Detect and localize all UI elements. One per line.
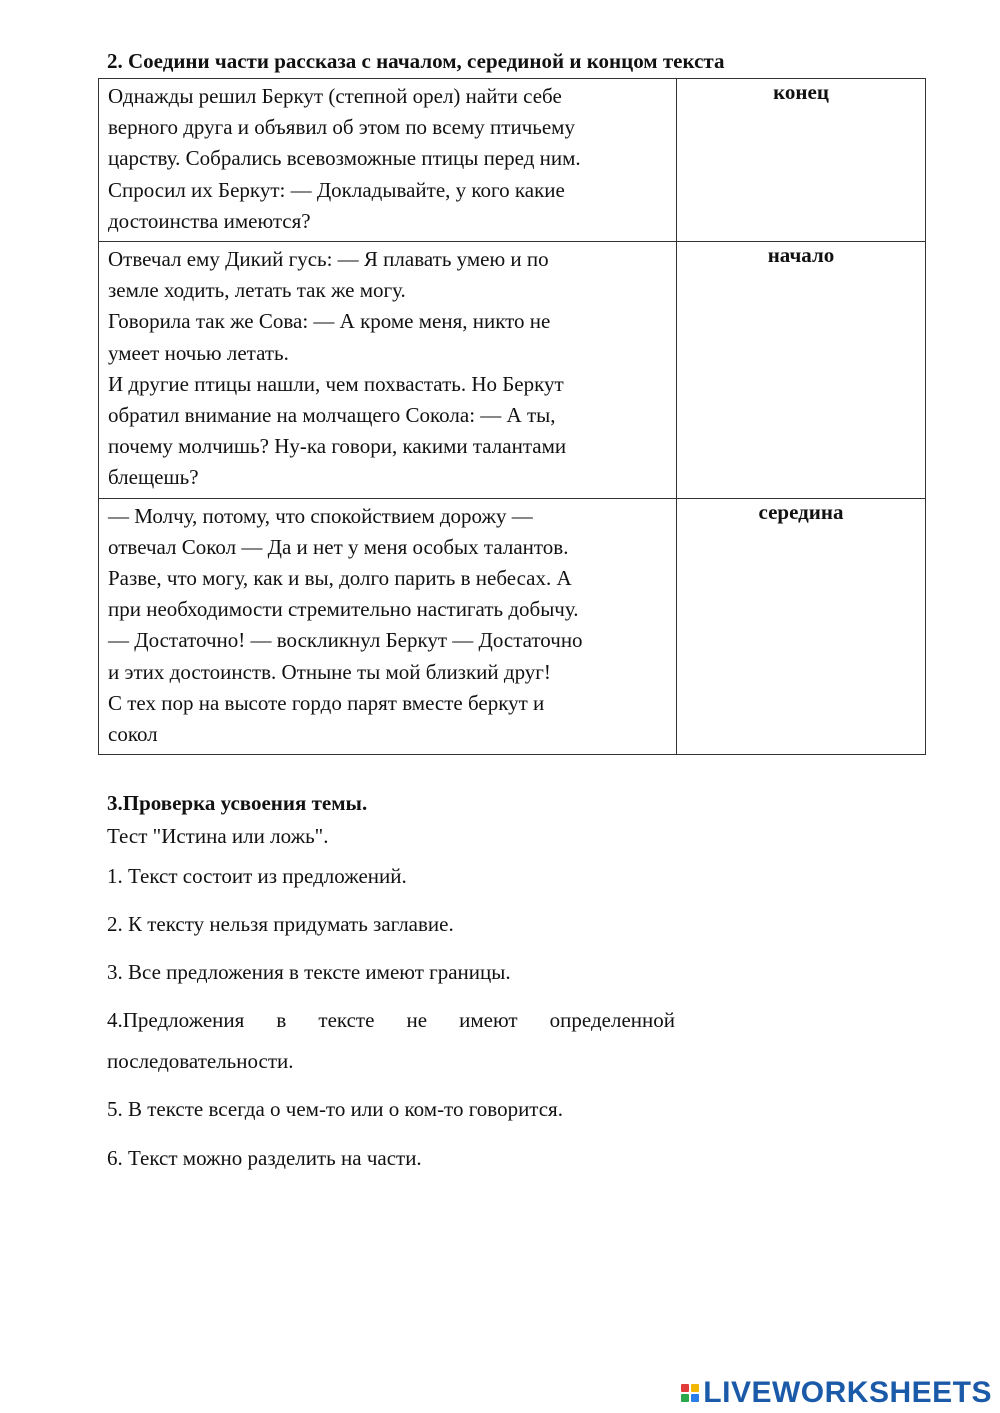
story-line: И другие птицы нашли, чем похвастать. Но Беркут [108,371,564,396]
story-text-cell [99,79,677,242]
test-statement-4-continued[interactable]: последовательности. [107,1049,294,1073]
story-line: при необходимости стремительно настигать добычу. [108,597,579,622]
task-3-title: 3.Проверка усвоения темы. [107,791,368,815]
story-parts-table [98,78,926,755]
story-line: и этих достоинств. Отныне ты мой близкий друг! [108,659,551,684]
test-subtitle: Тест "Истина или ложь". [107,824,329,848]
brand-text: LIVEWORKSHEETS [703,1376,992,1409]
test-statement-6[interactable]: 6. Текст можно разделить на части. [107,1146,422,1170]
test-statement-5[interactable]: 5. В тексте всегда о чем-то или о ком-то говорится. [107,1097,563,1121]
part-label-konets[interactable]: конец [677,79,926,242]
story-line: верного друга и объявил об этом по всему птичьему [108,115,575,140]
story-line: блещешь? [108,465,199,490]
task-2-title: 2. Соедини части рассказа с началом, серединой и концом текста [107,49,725,73]
test-statement-3[interactable]: 3. Все предложения в тексте имеют границы. [107,960,511,984]
story-line: умеет ночью летать. [108,340,289,365]
story-row [99,242,926,499]
story-line: — Молчу, потому, что спокойствием дорожу — [108,503,533,528]
story-line: С тех пор на высоте гордо парят вместе беркут и [108,690,545,715]
brand-grid-icon [681,1384,699,1402]
story-line: земле ходить, летать так же могу. [108,278,406,303]
story-text-cell [99,498,677,755]
story-line: обратил внимание на молчащего Сокола: — А ты, [108,403,556,428]
part-label-seredina[interactable]: середина [677,498,926,755]
story-line: Однажды решил Беркут (степной орел) найти себе [108,84,562,108]
story-line: почему молчишь? Ну-ка говори, какими талантами [108,434,567,459]
liveworksheets-logo [681,1376,992,1410]
story-line: Отвечал ему Дикий гусь: — Я плавать умею и по [108,247,549,272]
story-line: царству. Собрались всевозможные птицы перед ним. [108,146,581,171]
story-row [99,498,926,755]
test-statement-4[interactable]: 4.Предложения в тексте не имеют определенной [107,1008,675,1032]
story-line: сокол [108,722,158,747]
story-line: Разве, что могу, как и вы, долго парить в небесах. А [108,566,572,591]
story-line: отвечал Сокол — Да и нет у меня особых талантов. [108,534,569,559]
test-statement-1[interactable]: 1. Текст состоит из предложений. [107,864,407,888]
story-row [99,79,926,242]
story-line: Говорила так же Сова: — А кроме меня, никто не [108,309,551,334]
story-line: достоинства имеются? [108,208,311,233]
test-statement-2[interactable]: 2. К тексту нельзя придумать заглавие. [107,912,454,936]
story-text-cell [99,242,677,499]
story-line: — Достаточно! — воскликнул Беркут — Достаточно [108,628,583,653]
part-label-nachalo[interactable]: начало [677,242,926,499]
story-line: Спросил их Беркут: — Докладывайте, у кого какие [108,177,565,202]
